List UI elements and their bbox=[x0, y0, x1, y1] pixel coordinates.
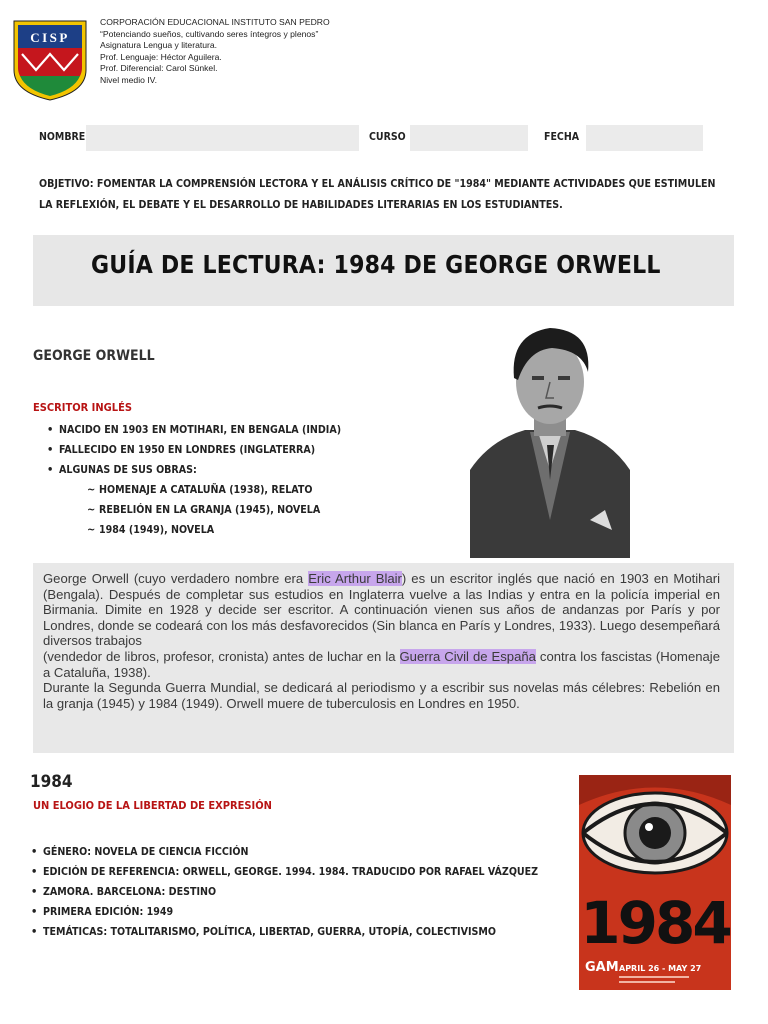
author-portrait-image bbox=[470, 320, 630, 558]
date-field[interactable] bbox=[586, 125, 703, 151]
author-subtitle: ESCRITOR INGLÉS bbox=[33, 401, 132, 414]
list-item-continuation: • ZAMORA. BARCELONA: DESTINO bbox=[29, 882, 538, 902]
bio-text: contra los fascistas (Homenaje a Cataluña, 1938). bbox=[43, 648, 720, 680]
list-item: • FALLECIDO EN 1950 EN LONDRES (INGLATERRA) bbox=[45, 440, 341, 460]
crest-text: CISP bbox=[30, 30, 70, 45]
page-title: GUÍA DE LECTURA: 1984 DE GEORGE ORWELL bbox=[91, 250, 661, 279]
bio-text: George Orwell (cuyo verdadero nombre era bbox=[43, 571, 309, 586]
objective-line: LA REFLEXIÓN, EL DEBATE Y EL DESARROLLO DE HABILIDADES LITERARIAS EN LOS ESTUDIANTES. bbox=[39, 198, 563, 211]
cover-number: 1984 bbox=[580, 889, 730, 957]
list-item: • TEMÁTICAS: TOTALITARISMO, POLÍTICA, LIBERTAD, GUERRA, UTOPÍA, COLECTIVISMO bbox=[29, 922, 538, 942]
biography-panel bbox=[33, 563, 734, 753]
bio-paragraph bbox=[43, 649, 720, 680]
list-item bbox=[29, 862, 538, 882]
objective-line: OBJETIVO: FOMENTAR LA COMPRENSIÓN LECTORA Y EL ANÁLISIS CRÍTICO DE "1984" MEDIANTE ACTIVIDADES QUE ESTIMULEN bbox=[39, 178, 716, 190]
list-item: • NACIDO EN 1903 EN MOTIHARI, EN BENGALA (INDIA) bbox=[45, 420, 341, 440]
list-item: • ALGUNAS DE SUS OBRAS: bbox=[45, 460, 341, 480]
objective-text bbox=[39, 174, 734, 215]
list-item: • GÉNERO: NOVELA DE CIENCIA FICCIÓN bbox=[29, 842, 538, 862]
title-banner bbox=[33, 235, 734, 306]
list-item: • PRIMERA EDICIÓN: 1949 bbox=[29, 902, 538, 922]
cover-dates: APRIL 26 - MAY 27 bbox=[619, 964, 702, 973]
course-field[interactable] bbox=[410, 125, 528, 151]
book-details-list bbox=[29, 842, 538, 942]
school-crest-logo bbox=[10, 18, 90, 102]
book-subtitle: UN ELOGIO DE LA LIBERTAD DE EXPRESIÓN bbox=[33, 799, 272, 812]
institution-info bbox=[100, 17, 330, 87]
highlighted-text: Guerra Civil de España bbox=[399, 648, 536, 664]
book-title: 1984 bbox=[30, 772, 73, 792]
name-field[interactable] bbox=[86, 125, 359, 151]
institution-line: Asignatura Lengua y literatura. bbox=[100, 40, 218, 51]
list-item: ~ 1984 (1949), NOVELA bbox=[59, 520, 320, 540]
name-label: NOMBRE bbox=[39, 131, 86, 143]
cover-logo: GAM bbox=[585, 960, 619, 975]
bio-paragraph: Durante la Segunda Guerra Mundial, se dedicará al periodismo y a escribir sus novelas más célebres: Rebelión en la granja (1945) y 1984 (1949). Orwell muere de tuberculosis en Londres en 1950. bbox=[43, 680, 720, 711]
bio-paragraph bbox=[43, 571, 720, 649]
institution-line: CORPORACIÓN EDUCACIONAL INSTITUTO SAN PEDRO bbox=[100, 17, 330, 27]
date-label: FECHA bbox=[544, 131, 580, 143]
bio-text: ) es un escritor inglés que nació en 1903 en Motihari (Bengala). Después de completar sus estudios en Inglaterra vuelve a las Indias y entra en la policía imperial en Birmania. Dimite en 1928 y decide ser escritor. A continuación vienen sus años de andanzas por París y por Londres, donde se codeará con los más desfavorecidos (Sin blanca en París y Londres, 1933). Luego desempeñará diversos trabajos bbox=[43, 571, 720, 649]
book-cover-image bbox=[579, 775, 731, 990]
author-name: GEORGE ORWELL bbox=[33, 348, 155, 364]
author-facts-list bbox=[45, 420, 341, 480]
list-item: ~ HOMENAJE A CATALUÑA (1938), RELATO bbox=[59, 480, 320, 500]
institution-line: Prof. Lenguaje: Héctor Aguilera. bbox=[100, 51, 222, 62]
highlighted-text: Eric Arthur Blair bbox=[308, 571, 402, 586]
author-works-list bbox=[59, 480, 320, 540]
list-item: ~ REBELIÓN EN LA GRANJA (1945), NOVELA bbox=[59, 500, 320, 520]
institution-line: Nivel medio IV. bbox=[100, 74, 158, 85]
list-item-text: EDICIÓN DE REFERENCIA: ORWELL, GEORGE. 1994. 1984. TRADUCIDO POR RAFAEL VÁZQUEZ bbox=[43, 866, 539, 878]
course-label: CURSO bbox=[369, 131, 406, 143]
institution-line: Prof. Diferencial: Carol Sünkel. bbox=[100, 63, 218, 74]
institution-line: “Potenciando sueños, cultivando seres íntegros y plenos” bbox=[100, 28, 319, 39]
bio-text: (vendedor de libros, profesor, cronista) antes de luchar en la bbox=[43, 648, 400, 664]
